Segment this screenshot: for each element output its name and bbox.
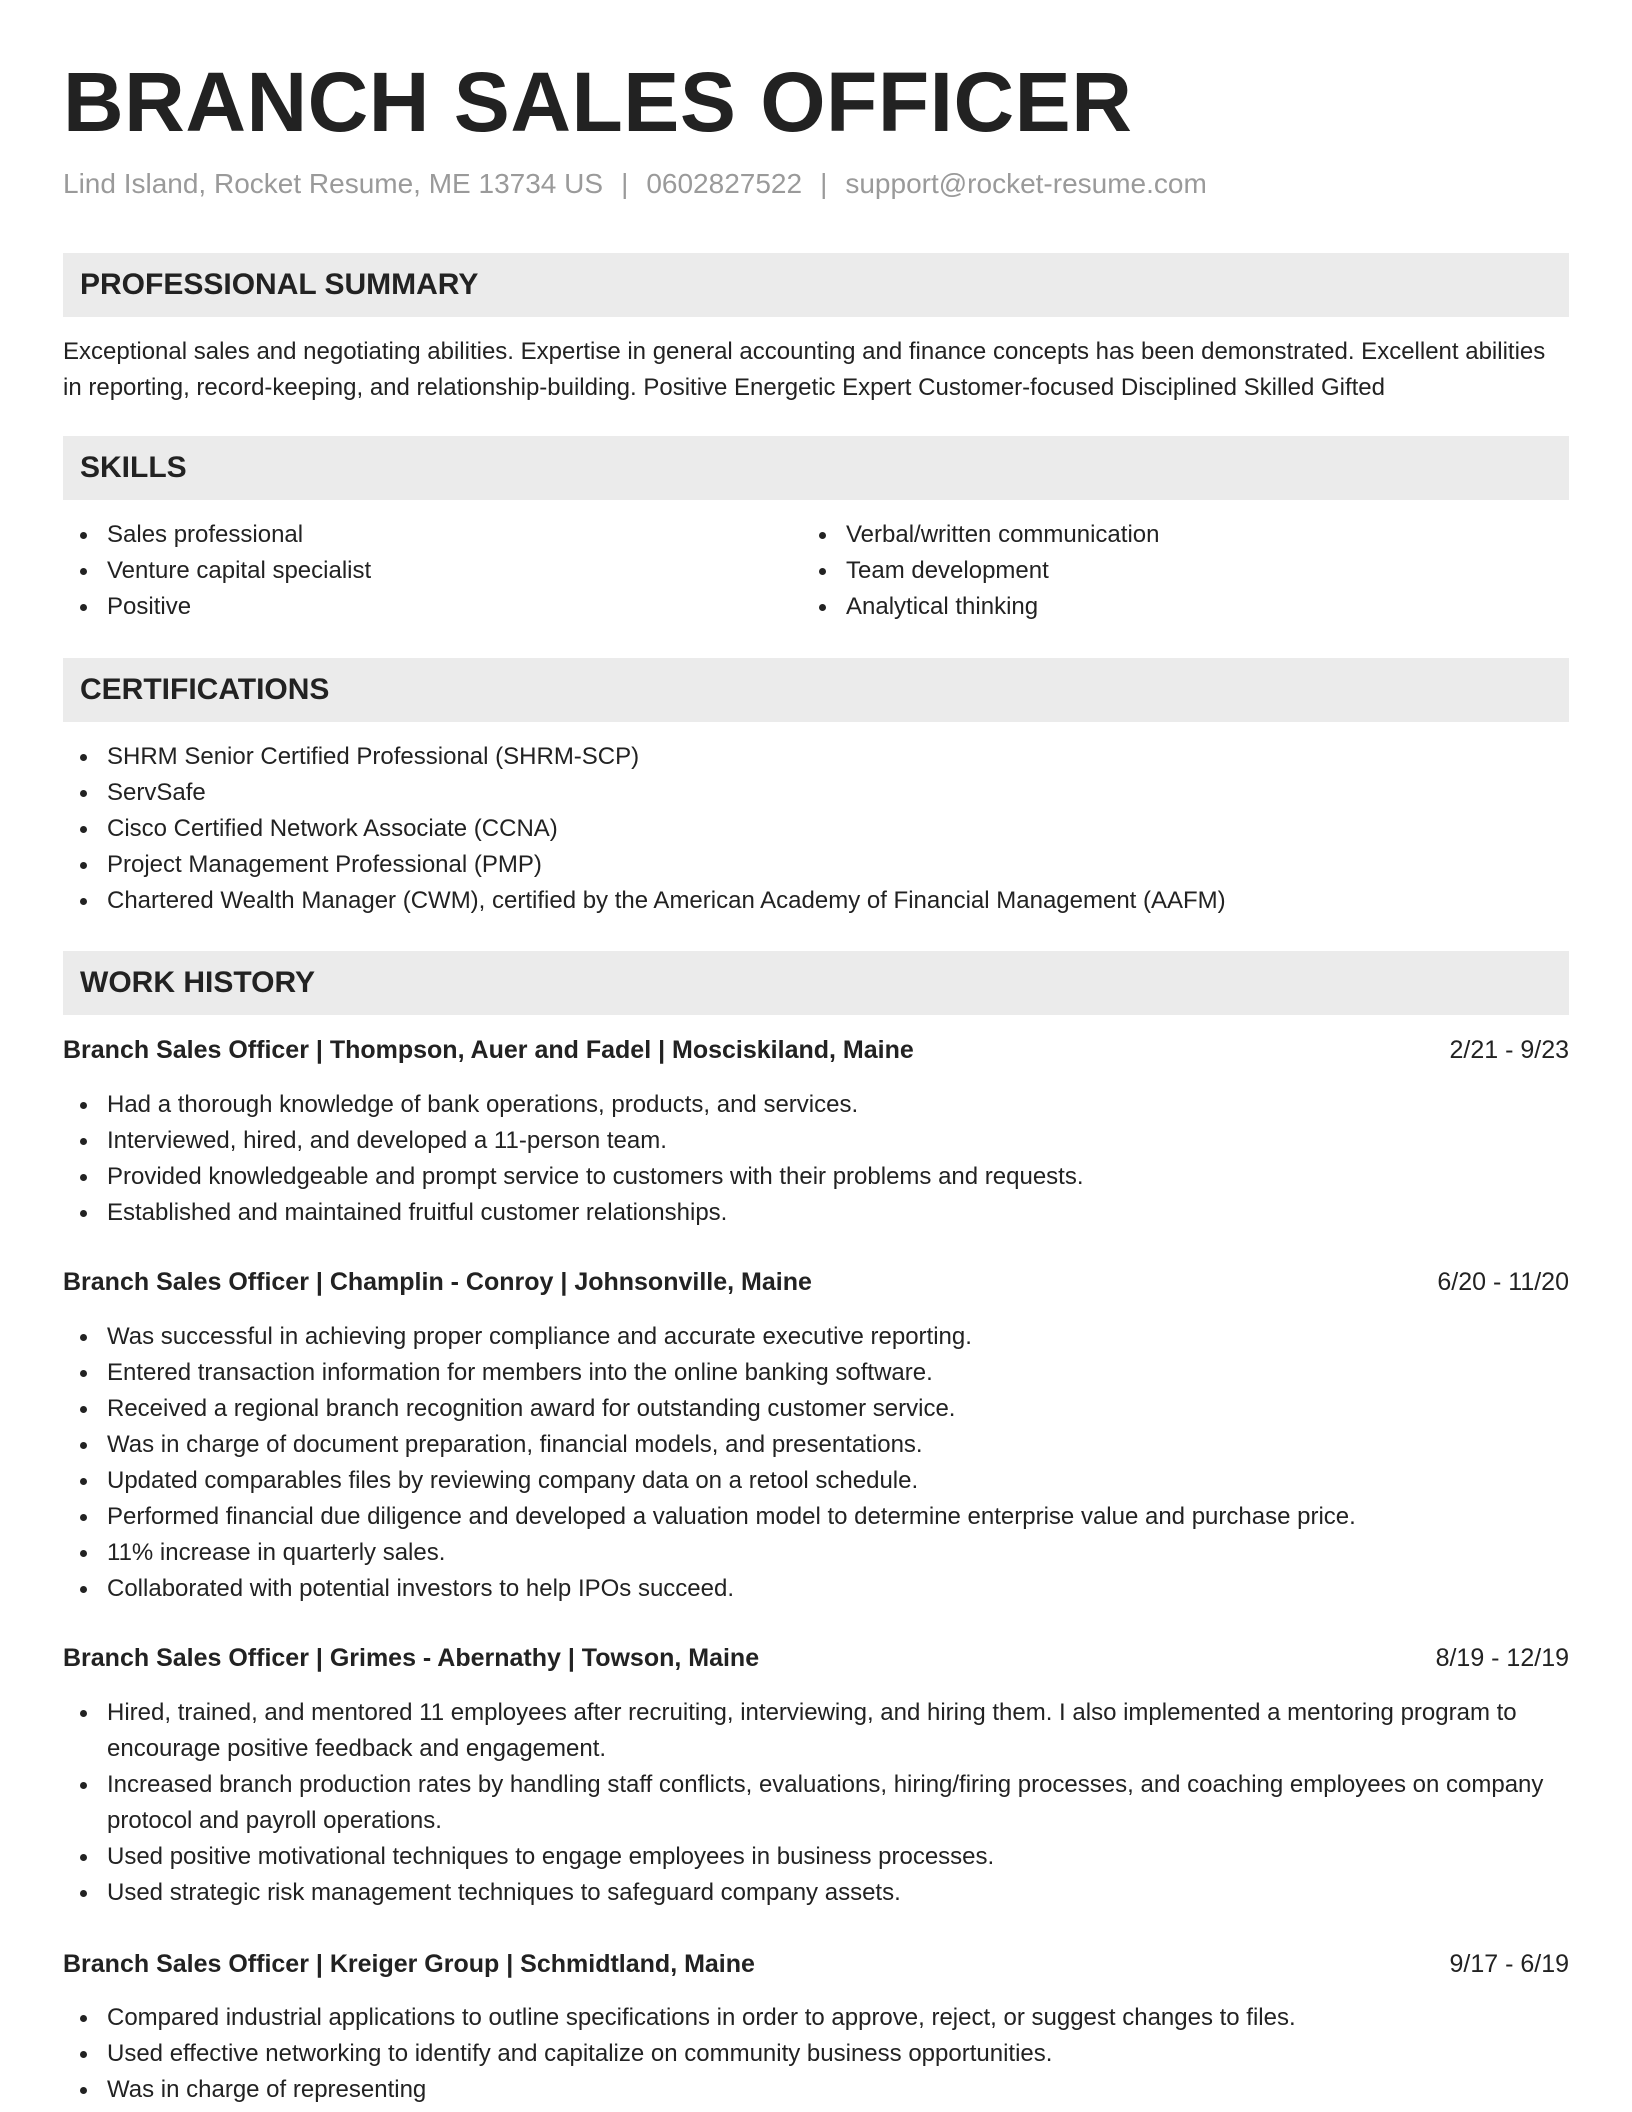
job-duty-item: Received a regional branch recognition award for outstanding customer service. — [63, 1391, 1569, 1427]
job-duty-item: Entered transaction information for members into the online banking software. — [63, 1355, 1569, 1391]
job-dates: 8/19 - 12/19 — [1435, 1644, 1569, 1672]
job-duty-item: Hired, trained, and mentored 11 employees after recruiting, interviewing, and hiring them. I also implemented a mentoring program to encourage positive feedback and engagement. — [63, 1695, 1569, 1767]
job-duties-list — [63, 2000, 1569, 2108]
job-duty-item: 11% increase in quarterly sales. — [63, 1535, 1569, 1571]
job-duty-item: Was successful in achieving proper compliance and accurate executive reporting. — [63, 1319, 1569, 1355]
certification-item: Project Management Professional (PMP) — [63, 847, 1569, 883]
job-duties — [63, 1695, 1569, 1911]
skill-item: Positive — [63, 589, 763, 625]
job-header — [63, 1032, 1569, 1068]
skill-item: Team development — [802, 553, 1502, 589]
job-duty-item: Increased branch production rates by handling staff conflicts, evaluations, hiring/firing processes, and coaching employees on company protocol and payroll operations. — [63, 1767, 1569, 1839]
job-title: Branch Sales Officer | Thompson, Auer and Fadel | Mosciskiland, Maine — [63, 1036, 914, 1064]
certifications-list — [63, 739, 1569, 919]
contact-line — [63, 166, 1207, 202]
job-duty-item: Compared industrial applications to outline specifications in order to approve, reject, or suggest changes to files. — [63, 2000, 1569, 2036]
job-duty-item: Had a thorough knowledge of bank operations, products, and services. — [63, 1087, 1569, 1123]
certification-item: SHRM Senior Certified Professional (SHRM-SCP) — [63, 739, 1569, 775]
skill-item: Venture capital specialist — [63, 553, 763, 589]
job-dates: 2/21 - 9/23 — [1449, 1036, 1569, 1064]
job-duties — [63, 1087, 1569, 1231]
job-duties-list — [63, 1695, 1569, 1911]
job-duties — [63, 2000, 1569, 2108]
contact-separator: | — [621, 168, 629, 199]
skills-column-left — [63, 517, 763, 625]
section-heading-summary: PROFESSIONAL SUMMARY — [63, 253, 1569, 317]
job-duty-item: Was in charge of document preparation, financial models, and presentations. — [63, 1427, 1569, 1463]
certification-item: ServSafe — [63, 775, 1569, 811]
skill-item: Sales professional — [63, 517, 763, 553]
contact-address: Lind Island, Rocket Resume, ME 13734 US — [63, 168, 604, 199]
job-duty-item: Collaborated with potential investors to help IPOs succeed. — [63, 1571, 1569, 1607]
job-title: Branch Sales Officer | Champlin - Conroy | Johnsonville, Maine — [63, 1268, 812, 1296]
job-duty-item: Provided knowledgeable and prompt service to customers with their problems and requests. — [63, 1159, 1569, 1195]
summary-text: Exceptional sales and negotiating abilities. Expertise in general accounting and finance concepts has been demonstrated. Excellent abilities in reporting, record-keeping, and relationship-building. Positive Energetic Expert Customer-focused Disciplined Skilled Gifted — [63, 338, 1546, 401]
job-duty-item: Updated comparables files by reviewing company data on a retool schedule. — [63, 1463, 1569, 1499]
job-header — [63, 1264, 1569, 1300]
job-dates: 6/20 - 11/20 — [1437, 1268, 1569, 1296]
job-duty-item: Used strategic risk management techniques to safeguard company assets. — [63, 1875, 1569, 1911]
skill-item: Verbal/written communication — [802, 517, 1502, 553]
job-header — [63, 1946, 1569, 1982]
section-heading-skills: SKILLS — [63, 436, 1569, 500]
job-header — [63, 1640, 1569, 1676]
skills-list-left — [63, 517, 763, 625]
job-dates: 9/17 - 6/19 — [1449, 1950, 1569, 1978]
certification-item: Chartered Wealth Manager (CWM), certified by the American Academy of Financial Management (AAFM) — [63, 883, 1569, 919]
section-heading-certifications: CERTIFICATIONS — [63, 658, 1569, 722]
job-duties-list — [63, 1319, 1569, 1607]
certifications-block — [63, 739, 1569, 919]
contact-phone: 0602827522 — [646, 168, 803, 199]
contact-separator: | — [820, 168, 828, 199]
certification-item: Cisco Certified Network Associate (CCNA) — [63, 811, 1569, 847]
job-duty-item: Interviewed, hired, and developed a 11-person team. — [63, 1123, 1569, 1159]
job-duty-item: Used positive motivational techniques to engage employees in business processes. — [63, 1839, 1569, 1875]
contact-email: support@rocket-resume.com — [845, 168, 1207, 199]
skill-item: Analytical thinking — [802, 589, 1502, 625]
job-duties-list — [63, 1087, 1569, 1231]
job-duty-item: Established and maintained fruitful customer relationships. — [63, 1195, 1569, 1231]
job-duty-item: Used effective networking to identify and capitalize on community business opportunities. — [63, 2036, 1569, 2072]
job-duties — [63, 1319, 1569, 1607]
skills-list-right — [802, 517, 1502, 625]
job-duty-item: Was in charge of representing — [63, 2072, 1569, 2108]
section-heading-work-history: WORK HISTORY — [63, 951, 1569, 1015]
candidate-name: BRANCH SALES OFFICER — [63, 55, 1133, 149]
job-duty-item: Performed financial due diligence and developed a valuation model to determine enterprise value and purchase price. — [63, 1499, 1569, 1535]
job-title: Branch Sales Officer | Grimes - Abernathy | Towson, Maine — [63, 1644, 760, 1672]
job-title: Branch Sales Officer | Kreiger Group | Schmidtland, Maine — [63, 1950, 755, 1978]
skills-column-right — [802, 517, 1502, 625]
